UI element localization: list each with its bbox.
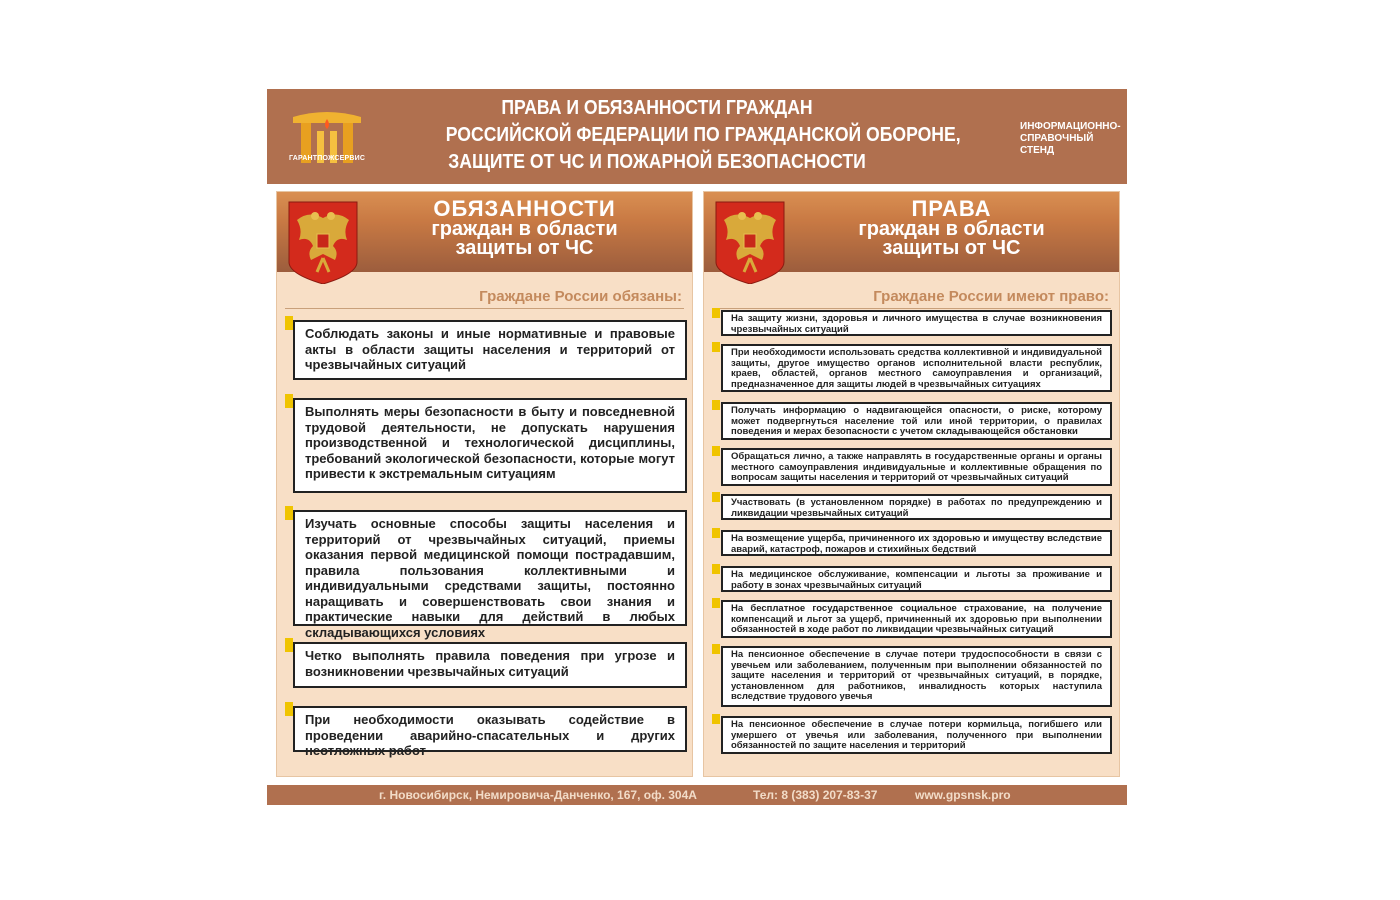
footer-website: www.gpsnsk.pro	[915, 788, 1011, 802]
russian-coat-of-arms-icon	[714, 200, 786, 284]
rights-panel-title	[794, 198, 1109, 258]
duties-panel	[276, 191, 693, 777]
duties-title-sub: граждан в области	[431, 218, 618, 240]
duty-item: Изучать основные способы защиты населения и территорий от чрезвычайных ситуаций, приемы оказания первой медицинской помощи пострадавшим, правила пользования коллективными и индивидуальными средствами защиты, постоянно наращивать и совершенствовать свои знания и практические навыки для действий в любых складывающихся условиях	[293, 510, 687, 626]
right-item: На пенсионное обеспечение в случае потери кормильца, погибшего или умершего от увечья или заболевания, полученного при выполнении обязанностей по защите населения и территорий	[721, 716, 1112, 754]
divider	[285, 308, 684, 309]
right-item: Получать информацию о надвигающейся опасности, о риске, которому может подвергнуться население той или иной территории, о правилах поведения и мерах безопасности с учетом складывающейся обстановки	[721, 402, 1112, 440]
stand-type-line: ИНФОРМАЦИОННО-	[1020, 121, 1121, 132]
right-item: На медицинское обслуживание, компенсации и льготы за проживание и работу в зонах чрезвычайных ситуаций	[721, 566, 1112, 592]
duty-item: Выполнять меры безопасности в быту и повседневной трудовой деятельности, не допускать нарушения производственной и технологической дисциплины, требований экологической безопасности, которые могут привести к экстремальным ситуациям	[293, 398, 687, 493]
bullet-marker	[712, 714, 720, 724]
stand-title	[445, 95, 961, 176]
right-item: Участвовать (в установленном порядке) в работах по предупреждению и ликвидации чрезвычайных ситуаций	[721, 494, 1112, 520]
company-logo-text: ГАРАНТПОЖСЕРВИС	[289, 155, 366, 162]
bullet-marker	[712, 446, 720, 456]
stand-type-line: СТЕНД	[1020, 145, 1055, 156]
rights-subheading: Граждане России имеют право:	[873, 288, 1109, 305]
bullet-marker	[712, 528, 720, 538]
stand-header	[267, 89, 1127, 184]
bullet-marker	[285, 506, 293, 520]
duties-title-sub: защиты от ЧС	[455, 237, 594, 259]
bullet-marker	[712, 342, 720, 352]
stand-title-line: РОССИЙСКОЙ ФЕДЕРАЦИИ ПО ГРАЖДАНСКОЙ ОБОРОНЕ,	[445, 124, 961, 146]
stand-type-label	[1020, 121, 1130, 157]
right-item: На пенсионное обеспечение в случае потери трудоспособности в связи с увечьем или заболеванием, полученным при выполнении обязанностей по защите населения и территорий от чрезвычайных ситуаций, в порядке, установленном для работников, инвалидность которых наступила вследствие трудового увечья	[721, 646, 1112, 707]
right-item: На возмещение ущерба, причиненного их здоровью и имуществу вследствие аварий, катастроф, пожаров и стихийных бедствий	[721, 530, 1112, 556]
stand-type-line: СПРАВОЧНЫЙ	[1020, 133, 1094, 144]
bullet-marker	[712, 492, 720, 502]
bullet-marker	[712, 564, 720, 574]
bullet-marker	[712, 400, 720, 410]
duties-subheading: Граждане России обязаны:	[479, 288, 682, 305]
stand-title-line: ЗАЩИТЕ ОТ ЧС И ПОЖАРНОЙ БЕЗОПАСНОСТИ	[448, 151, 866, 173]
rights-title-main: ПРАВА	[911, 196, 992, 221]
right-item: На бесплатное государственное социальное страхование, на получение компенсаций и льгот за ущерб, причиненный их здоровью при выполнении обязанностей в ходе работ по ликвидации чрезвычайных ситуаций	[721, 600, 1112, 638]
right-item: При необходимости использовать средства коллективной и индивидуальной защиты, другое имущество органов исполнительной власти республик, краев, областей, органов местного самоуправления и организаций, предназначенное для защиты людей в чрезвычайных ситуациях	[721, 344, 1112, 392]
rights-title-sub: защиты от ЧС	[882, 237, 1021, 259]
bullet-marker	[285, 316, 293, 330]
info-stand	[267, 89, 1127, 805]
rights-panel	[703, 191, 1120, 777]
footer-phone: Тел: 8 (383) 207-83-37	[753, 788, 878, 802]
duty-item: Четко выполнять правила поведения при угрозе и возникновении чрезвычайных ситуаций	[293, 642, 687, 688]
duty-item: При необходимости оказывать содействие в проведении аварийно-спасательных и других неотложных работ	[293, 706, 687, 752]
divider	[712, 308, 1111, 309]
stand-footer	[267, 785, 1127, 805]
russian-coat-of-arms-icon	[287, 200, 359, 284]
footer-address: г. Новосибирск, Немировича-Данченко, 167, оф. 304А	[379, 788, 697, 802]
bullet-marker	[712, 598, 720, 608]
bullet-marker	[712, 644, 720, 654]
bullet-marker	[285, 702, 293, 716]
bullet-marker	[712, 308, 720, 318]
right-item: На защиту жизни, здоровья и личного имущества в случае возникновения чрезвычайных ситуаций	[721, 310, 1112, 336]
duties-panel-title	[367, 198, 682, 258]
duties-title-main: ОБЯЗАННОСТИ	[433, 196, 616, 221]
rights-title-sub: граждан в области	[858, 218, 1045, 240]
bullet-marker	[285, 638, 293, 652]
stand-title-line: ПРАВА И ОБЯЗАННОСТИ ГРАЖДАН	[501, 97, 813, 119]
bullet-marker	[285, 394, 293, 408]
right-item: Обращаться лично, а также направлять в государственные органы и органы местного самоуправления индивидуальные и коллективные обращения по вопросам защиты населения и территорий от чрезвычайных ситуаций	[721, 448, 1112, 486]
duty-item: Соблюдать законы и иные нормативные и правовые акты в области защиты населения и территорий от чрезвычайных ситуаций	[293, 320, 687, 380]
